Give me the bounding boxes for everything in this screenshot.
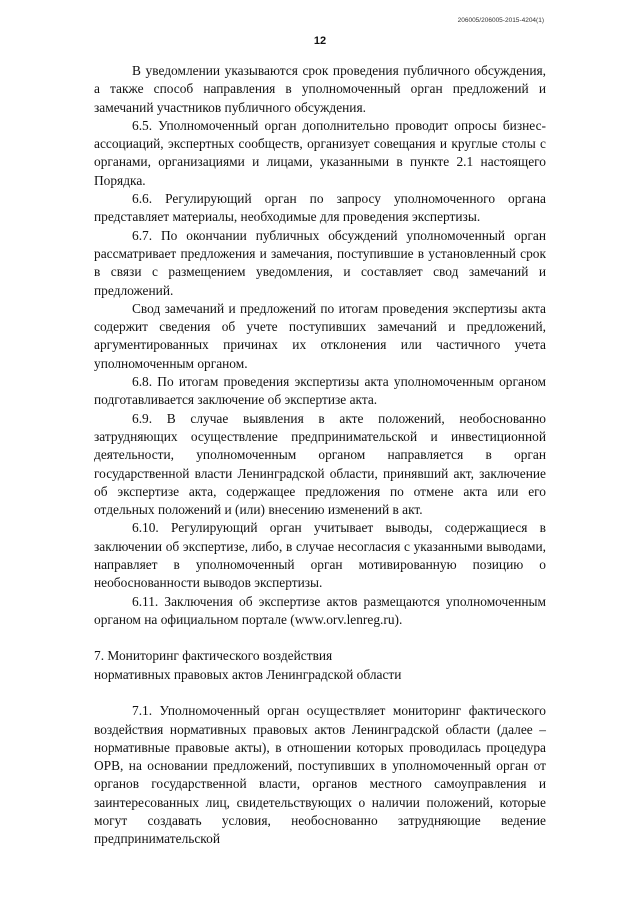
document-id: 206005/206005-2015-4204(1) (457, 17, 544, 24)
paragraph-6-8: 6.8. По итогам проведения экспертизы акта уполномоченным органом подготавливается заключение об экспертизе акта. (94, 374, 546, 408)
section-title-line-1: 7. Мониторинг фактического воздействия (94, 648, 333, 664)
page-number: 12 (313, 35, 327, 47)
document-body (94, 62, 546, 849)
paragraph-7-1: 7.1. Уполномоченный орган осуществляет мониторинг фактического воздействия нормативных правовых актов Ленинградской области (далее – нормативные правовые акты), в отношении которых проводилась процедура ОРВ, на основании предложений, поступивших в уполномоченный орган от органов государственной власти, органов местного самоуправления и заинтересованных лиц, свидетельствующих о наличии положений, которые могут создавать условия, необоснованно затрудняющие ведение предпринимательской (94, 703, 546, 847)
paragraph-6-7: 6.7. По окончании публичных обсуждений уполномоченный орган рассматривает предложения и замечания, поступившие в установленный срок в связи с размещением уведомления, и составляет свод замечаний и предложений. (94, 227, 546, 298)
paragraph-notice: В уведомлении указываются срок проведения публичного обсуждения, а также способ направления в уполномоченный орган предложений и замечаний участников публичного обсуждения. (94, 63, 546, 115)
paragraph-6-11: 6.11. Заключения об экспертизе актов размещаются уполномоченным органом на официальном портале (www.orv.lenreg.ru). (94, 593, 546, 627)
paragraph-6-10: 6.10. Регулирующий орган учитывает выводы, содержащиеся в заключении об экспертизе, либо, в случае несогласия с указанными выводами, направляет в уполномоченный орган мотивированную позицию о необоснованности выводов экспертизы. (94, 520, 546, 591)
section-title (94, 647, 546, 684)
paragraph-summary: Свод замечаний и предложений по итогам проведения экспертизы акта содержит сведения об учете поступивших замечаний и предложений, аргументированных причинах их отклонения или частичного учета уполномоченным органом. (94, 300, 546, 371)
section-title-line-2: нормативных правовых актов Ленинградской области (94, 666, 402, 682)
paragraph-6-6: 6.6. Регулирующий орган по запросу уполномоченного органа представляет материалы, необходимые для проведения экспертизы. (94, 191, 546, 225)
paragraph-6-5: 6.5. Уполномоченный орган дополнительно проводит опросы бизнес-ассоциаций, экспертных сообществ, организует совещания и круглые столы с органами, организациями и лицами, указанными в пункте 2.1 настоящего Порядка. (94, 117, 546, 188)
paragraph-6-9: 6.9. В случае выявления в акте положений, необоснованно затрудняющих осуществление предпринимательской и инвестиционной деятельности, уполномоченным органом направляется в орган государственной власти Ленинградской области, принявший акт, заключение об экспертизе акта, содержащее предложения по отмене акта или его отдельных положений и (или) внесению изменений в акт. (94, 410, 546, 518)
